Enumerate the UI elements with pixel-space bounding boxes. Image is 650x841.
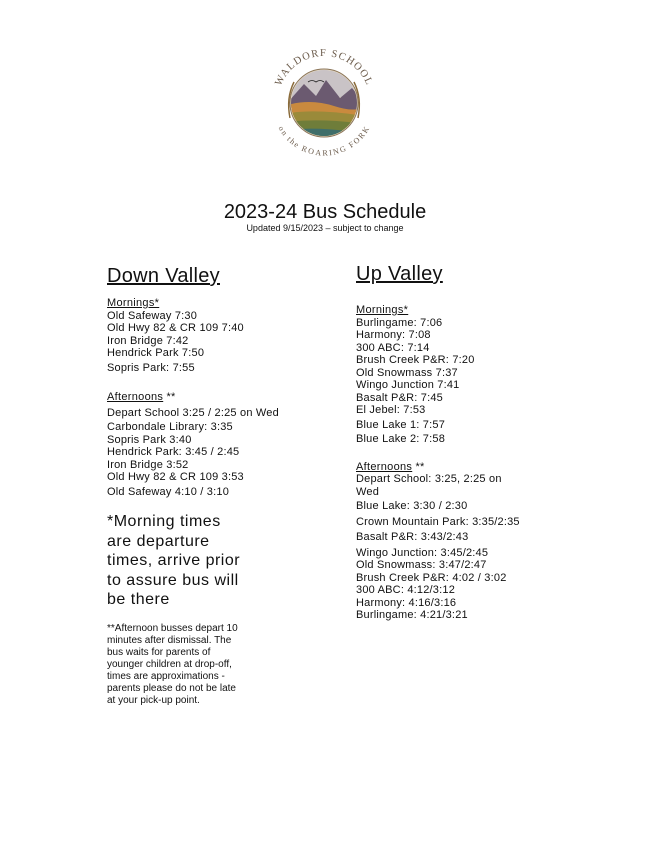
stop-line: Burlingame: 7:06 xyxy=(356,316,443,329)
note-line: parents please do not be late xyxy=(107,682,236,694)
note-line: minutes after dismissal. The xyxy=(107,634,232,646)
svg-text:WALDORF SCHOOL: WALDORF SCHOOL xyxy=(273,47,375,88)
stop-line: Old Safeway 4:10 / 3:10 xyxy=(107,485,230,498)
stop-line: Old Snowmass 7:37 xyxy=(356,366,458,379)
note-line: to assure bus will xyxy=(107,571,239,589)
note-line: *Morning times xyxy=(107,513,221,530)
down-valley-heading: Down Valley xyxy=(107,265,220,287)
up-valley-afternoons xyxy=(356,461,556,622)
afternoons-title: Afternoons xyxy=(107,391,164,403)
down-valley-mornings xyxy=(107,297,307,374)
afternoons-marker: ** xyxy=(412,460,425,473)
stop-line: Carbondale Library: 3:35 xyxy=(107,421,233,433)
stop-line: Hendrick Park: 3:45 / 2:45 xyxy=(107,446,240,458)
mornings-title: Mornings* xyxy=(356,304,409,316)
stop-line: Old Hwy 82 & CR 109 3:53 xyxy=(107,471,244,483)
stop-line: Blue Lake 1: 7:57 xyxy=(356,418,446,431)
stop-line: Sopris Park: 7:55 xyxy=(107,361,195,374)
down-valley-column xyxy=(107,264,307,707)
note-line: younger children at drop-off, xyxy=(107,658,232,670)
stop-line: Brush Creek P&R: 7:20 xyxy=(356,354,475,366)
note-line: are departure xyxy=(107,532,210,550)
up-valley-heading: Up Valley xyxy=(356,263,443,285)
stop-line: Wingo Junction: 3:45/2:45 xyxy=(356,546,489,559)
stop-line: 300 ABC: 4:12/3:12 xyxy=(356,584,456,596)
page-title: 2023-24 Bus Schedule xyxy=(223,201,427,223)
stop-line: Sopris Park 3:40 xyxy=(107,433,192,446)
stop-line: Blue Lake: 3:30 / 2:30 xyxy=(356,500,468,512)
stop-line: El Jebel: 7:53 xyxy=(356,404,426,416)
school-logo xyxy=(264,42,384,164)
stop-line: Wingo Junction 7:41 xyxy=(356,379,460,391)
stop-line: Basalt P&R: 7:45 xyxy=(356,391,443,404)
note-line: times are approximations - xyxy=(107,670,225,682)
stop-line: Crown Mountain Park: 3:35/2:35 xyxy=(356,515,520,528)
note-line: times, arrive prior xyxy=(107,552,241,569)
stop-line: Old Safeway 7:30 xyxy=(107,309,198,322)
stop-line: Iron Bridge 3:52 xyxy=(107,458,189,471)
stop-line: Burlingame: 4:21/3:21 xyxy=(356,609,468,621)
afternoon-note xyxy=(107,623,307,708)
note-line: be there xyxy=(107,591,170,608)
mornings-title: Mornings* xyxy=(107,297,160,309)
stop-line: Old Snowmass: 3:47/2:47 xyxy=(356,559,487,571)
stop-line: 300 ABC: 7:14 xyxy=(356,341,430,354)
stop-line: Old Hwy 82 & CR 109 7:40 xyxy=(107,322,244,334)
up-valley-mornings xyxy=(356,304,556,446)
note-line: **Afternoon busses depart 10 xyxy=(107,622,238,634)
down-valley-afternoons xyxy=(107,391,307,498)
stop-line: Blue Lake 2: 7:58 xyxy=(356,433,446,445)
stop-line: Hendrick Park 7:50 xyxy=(107,347,205,359)
note-line: bus waits for parents of xyxy=(107,646,211,658)
stop-line: Basalt P&R: 3:43/2:43 xyxy=(356,531,469,543)
morning-note xyxy=(107,512,307,610)
stop-line: Iron Bridge 7:42 xyxy=(107,334,189,347)
stop-line: Harmony: 4:16/3:16 xyxy=(356,596,457,609)
up-valley-column xyxy=(356,262,556,622)
svg-text:on the ROARING FORK: on the ROARING FORK xyxy=(276,124,372,158)
afternoons-marker: ** xyxy=(163,391,176,403)
stop-line: Depart School 3:25 / 2:25 on Wed xyxy=(107,406,279,419)
stop-line: Wed xyxy=(356,485,380,498)
stop-line: Depart School: 3:25, 2:25 on xyxy=(356,473,502,485)
afternoons-title: Afternoons xyxy=(356,460,413,473)
stop-line: Brush Creek P&R: 4:02 / 3:02 xyxy=(356,571,507,584)
stop-line: Harmony: 7:08 xyxy=(356,329,431,341)
page-subtitle: Updated 9/15/2023 – subject to change xyxy=(246,223,404,233)
note-line: at your pick-up point. xyxy=(107,695,200,707)
